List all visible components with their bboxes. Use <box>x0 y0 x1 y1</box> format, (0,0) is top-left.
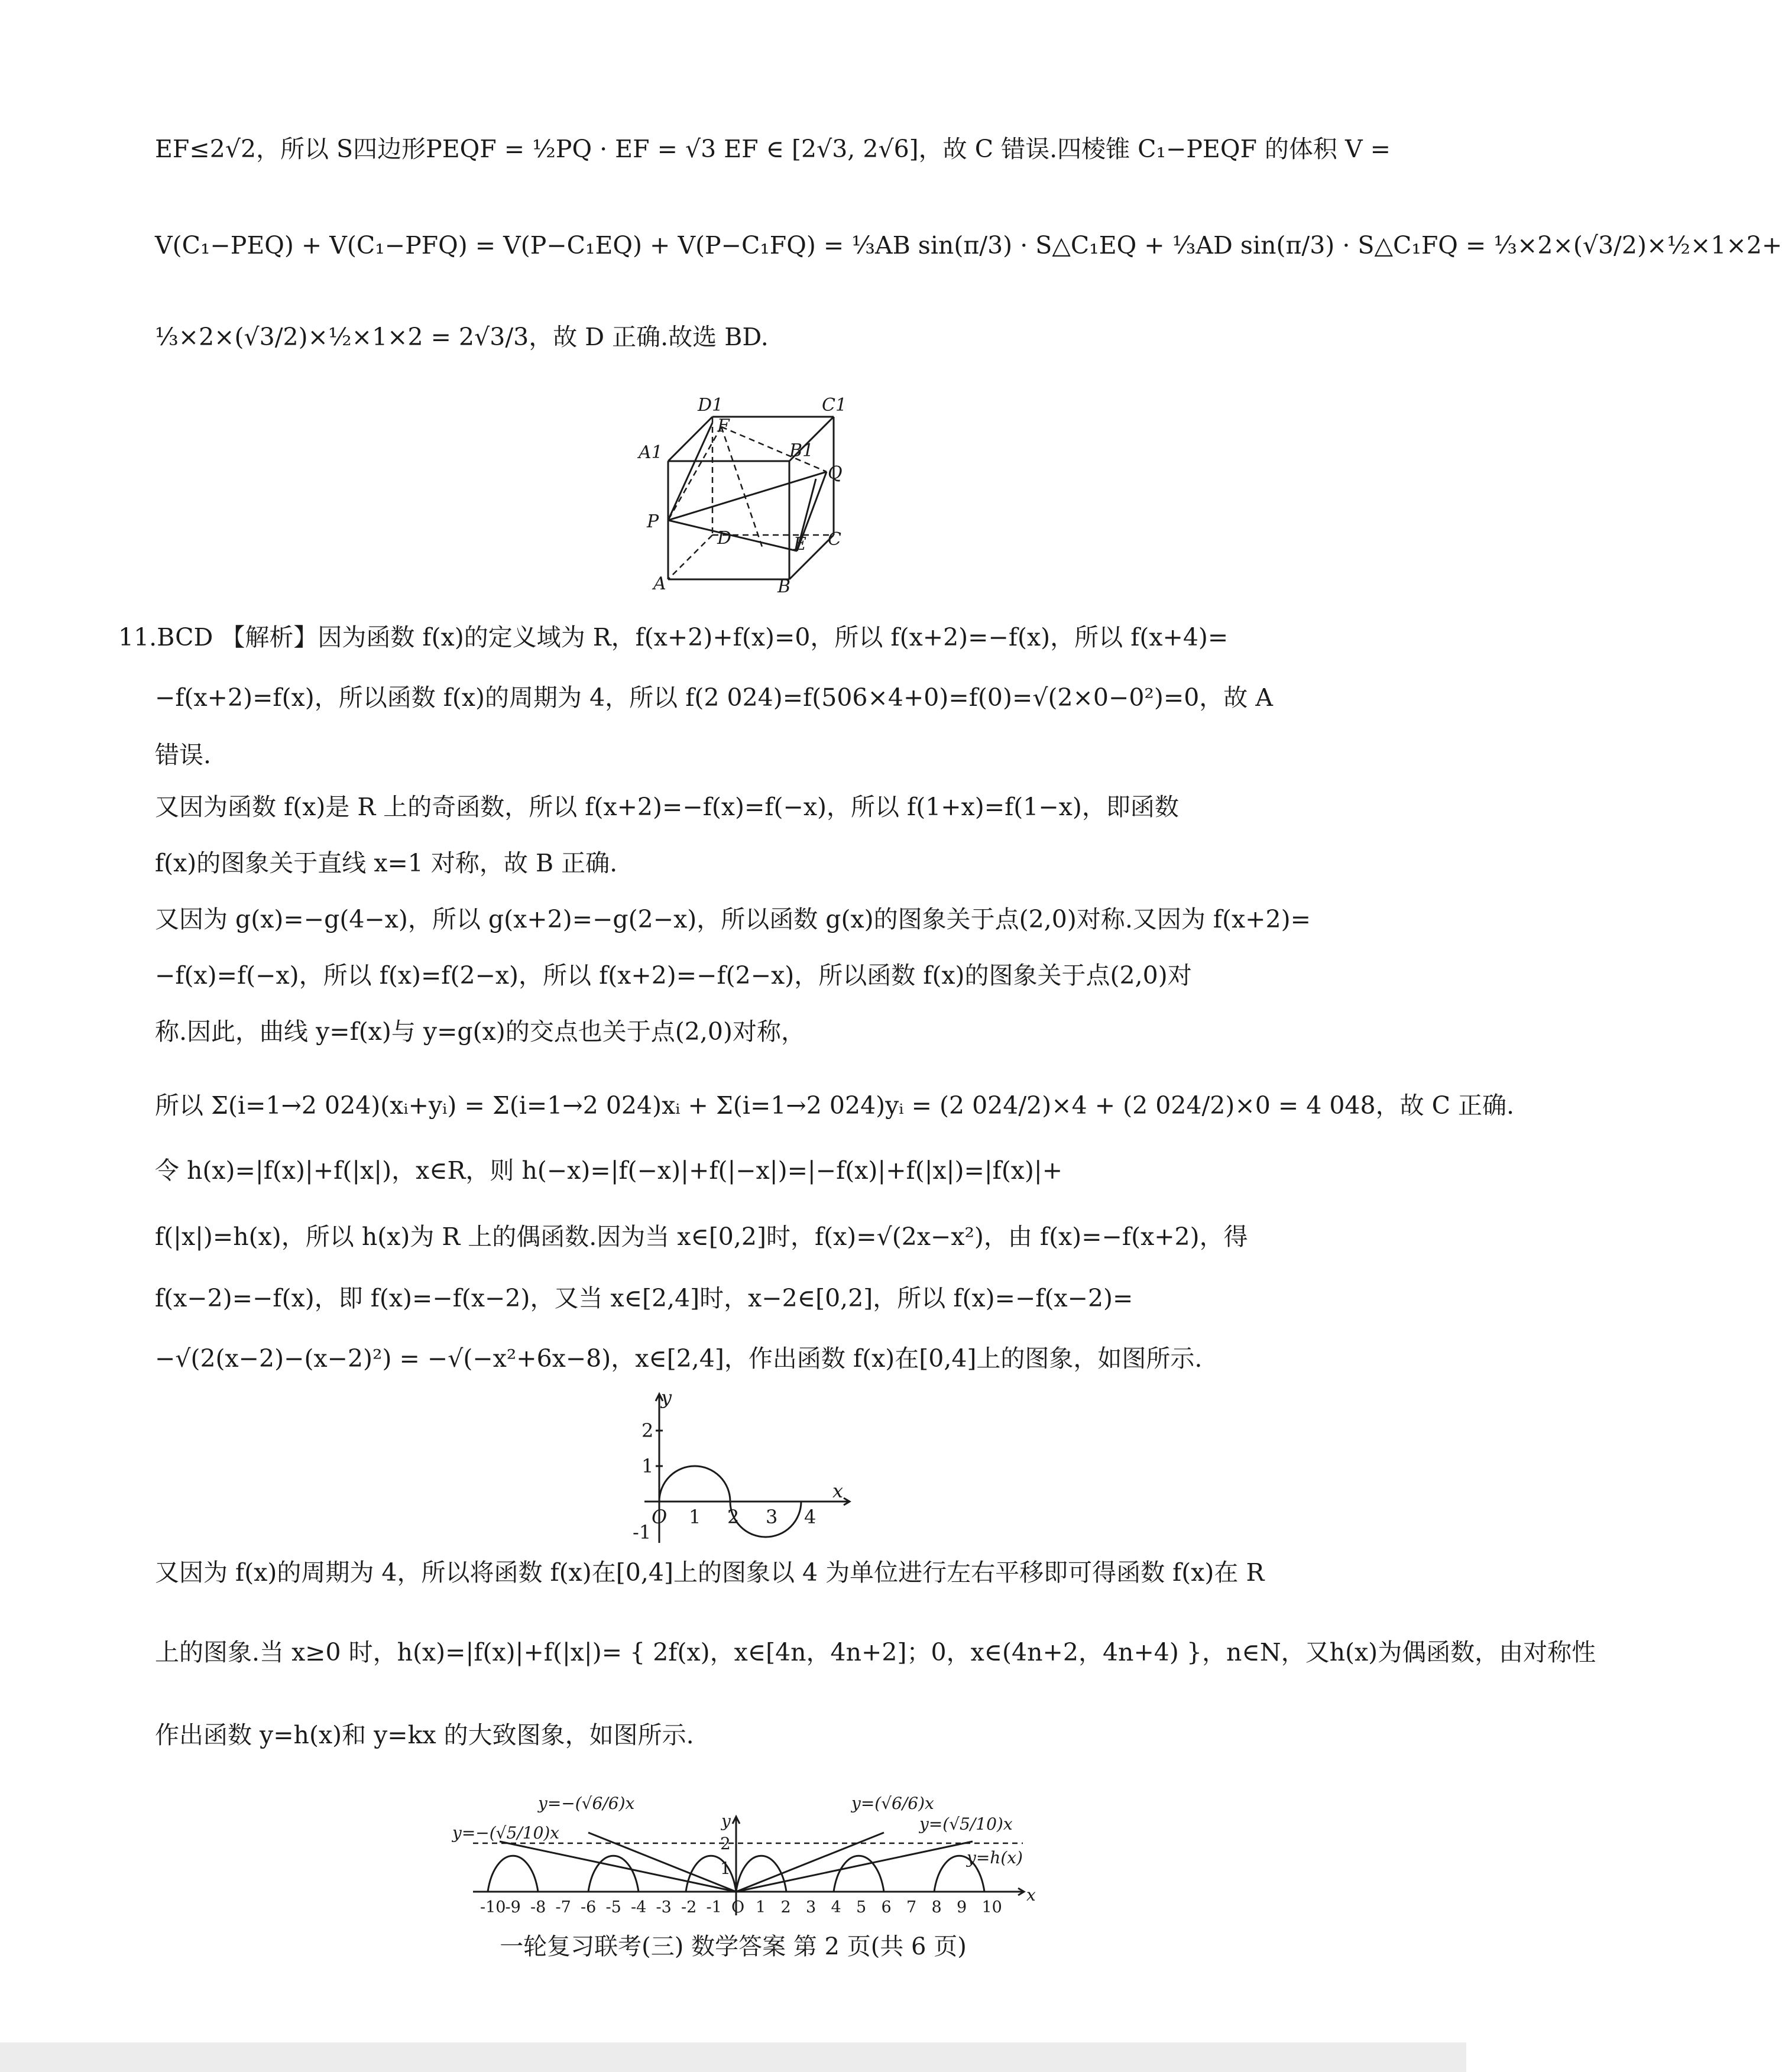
graph2-tick-neg: -7 <box>555 1898 571 1917</box>
graph2-tick-neg: -9 <box>505 1898 521 1917</box>
graph1-y-label: y <box>661 1386 672 1409</box>
text-line-4: 11.BCD 【解析】因为函数 f(x)的定义域为 R，f(x+2)+f(x)=0，所以 f(x+2)=−f(x)，所以 f(x+4)= <box>118 623 1229 651</box>
graph1-tick-x1: 1 <box>689 1506 701 1528</box>
graph2-tick-pos: 10 <box>981 1898 1002 1917</box>
text-line-15: f(x−2)=−f(x)，即 f(x)=−f(x−2)，又当 x∈[2,4]时，x−2∈[0,2]，所以 f(x)=−f(x−2)= <box>155 1284 1133 1312</box>
cube-label-q: Q <box>828 463 843 484</box>
text-line-3: ⅓×2×(√3/2)×½×1×2 = 2√3/3，故 D 正确.故选 BD. <box>155 323 769 351</box>
graph2-tick-neg: -5 <box>605 1898 621 1917</box>
graph1-tick-x4: 4 <box>804 1506 817 1528</box>
cube-label-b: B <box>777 576 791 597</box>
graph2-tick-pos: 5 <box>856 1898 867 1917</box>
graph1-tick-y-neg1: -1 <box>633 1521 652 1544</box>
graph2-x-label: x <box>1026 1885 1036 1905</box>
text-line-18: 上的图象.当 x≥0 时，h(x)=|f(x)|+f(|x|)= { 2f(x)，x∈[4n，4n+2]；0，x∈(4n+2，4n+4) }，n∈N，又h(x)为偶函数，由对称性 <box>155 1638 1596 1666</box>
graph2-tick-neg: -6 <box>581 1898 597 1917</box>
text-line-13: 令 h(x)=|f(x)|+f(|x|)，x∈R，则 h(−x)=|f(−x)|+f(|−x|)=|−f(x)|+f(|x|)=|f(x)|+ <box>155 1156 1063 1185</box>
graph2-tick-pos: 9 <box>957 1898 967 1917</box>
graph2-tick-neg: -2 <box>681 1898 697 1917</box>
bottom-scroll-bar <box>0 2042 1466 2072</box>
cube-label-p: P <box>647 511 659 532</box>
text-line-19: 作出函数 y=h(x)和 y=kx 的大致图象，如图所示. <box>155 1721 694 1749</box>
text-line-9: 又因为 g(x)=−g(4−x)，所以 g(x+2)=−g(2−x)，所以函数 g(x)的图象关于点(2,0)对称.又因为 f(x+2)= <box>155 905 1311 933</box>
cube-label-f: F <box>717 416 730 436</box>
cube-label-a1: A1 <box>639 442 663 463</box>
graph2-tick-neg: -1 <box>706 1898 722 1917</box>
graph2-label-right-inner: y=(√6/6)x <box>851 1794 934 1813</box>
cube-label-c1: C1 <box>822 395 847 416</box>
graph2-tick-pos: 8 <box>931 1898 942 1917</box>
text-line-10: −f(x)=f(−x)，所以 f(x)=f(2−x)，所以 f(x+2)=−f(2−x)，所以函数 f(x)的图象关于点(2,0)对 <box>155 961 1192 990</box>
graph2-tick-y2: 2 <box>720 1834 731 1853</box>
graph-h-and-kx <box>438 1768 1041 1924</box>
cube-label-c: C <box>828 529 841 550</box>
graph2-label-left-inner: y=−(√6/6)x <box>538 1794 635 1813</box>
graph1-x-label: x <box>832 1480 844 1502</box>
graph2-tick-neg: -8 <box>530 1898 546 1917</box>
graph2-tick-y1: 1 <box>720 1859 731 1878</box>
graph2-tick-pos: 2 <box>780 1898 791 1917</box>
graph2-tick-neg: -10 <box>480 1898 506 1917</box>
cube-label-b1: B1 <box>789 440 814 461</box>
cube-label-e: E <box>793 534 806 555</box>
graph1-tick-y2: 2 <box>641 1419 654 1442</box>
text-line-6: 错误. <box>155 741 212 769</box>
text-line-1: EF≤2√2，所以 S四边形PEQF = ½PQ · EF = √3 EF ∈ [2√3, 2√6]，故 C 错误.四棱锥 C₁−PEQF 的体积 V = <box>155 135 1391 163</box>
graph2-label-h: y=h(x) <box>967 1848 1023 1867</box>
cube-figure <box>639 390 851 600</box>
graph2-tick-pos: 7 <box>906 1898 917 1917</box>
graph2-tick-neg: O <box>731 1898 745 1917</box>
page-footer: 一轮复习联考(三) 数学答案 第 2 页(共 6 页) <box>500 1933 967 1960</box>
text-line-7: 又因为函数 f(x)是 R 上的奇函数，所以 f(x+2)=−f(x)=f(−x)，所以 f(1+x)=f(1−x)，即函数 <box>155 793 1179 821</box>
text-line-2: V(C₁−PEQ) + V(C₁−PFQ) = V(P−C₁EQ) + V(P−C₁FQ) = ⅓AB sin(π/3) · S△C₁EQ + ⅓AD sin(π/3) · S△C₁FQ = ⅓×2×(√3/2)×½×1×2+ <box>155 231 1782 260</box>
graph2-tick-neg: -4 <box>631 1898 647 1917</box>
text-line-5: −f(x+2)=f(x)，所以函数 f(x)的周期为 4，所以 f(2 024)=f(506×4+0)=f(0)=√(2×0−0²)=0，故 A <box>155 683 1273 712</box>
text-line-14: f(|x|)=h(x)，所以 h(x)为 R 上的偶函数.因为当 x∈[0,2]时，f(x)=√(2x−x²)，由 f(x)=−f(x+2)，得 <box>155 1223 1248 1251</box>
graph-f-on-0-4 <box>633 1386 857 1546</box>
text-line-8: f(x)的图象关于直线 x=1 对称，故 B 正确. <box>155 849 618 877</box>
graph2-label-left-outer: y=−(√5/10)x <box>452 1823 560 1843</box>
text-line-17: 又因为 f(x)的周期为 4，所以将函数 f(x)在[0,4]上的图象以 4 为单位进行左右平移即可得函数 f(x)在 R <box>155 1558 1265 1587</box>
graph1-origin: O <box>652 1506 668 1528</box>
text-line-11: 称.因此，曲线 y=f(x)与 y=g(x)的交点也关于点(2,0)对称， <box>155 1017 805 1046</box>
graph2-tick-pos: 6 <box>881 1898 892 1917</box>
text-line-16: −√(2(x−2)−(x−2)²) = −√(−x²+6x−8)，x∈[2,4]，作出函数 f(x)在[0,4]上的图象，如图所示. <box>155 1344 1203 1373</box>
text-line-12: 所以 Σ(i=1→2 024)(xᵢ+yᵢ) = Σ(i=1→2 024)xᵢ + Σ(i=1→2 024)yᵢ = (2 024/2)×4 + (2 024/2)×0 = 4 048，故 C 正确. <box>155 1091 1515 1120</box>
graph2-tick-pos: 1 <box>756 1898 766 1917</box>
graph1-tick-x3: 3 <box>766 1506 778 1528</box>
graph2-tick-pos: 4 <box>831 1898 841 1917</box>
graph2-tick-pos: 3 <box>806 1898 817 1917</box>
graph1-tick-y1: 1 <box>641 1455 654 1477</box>
cube-label-d1: D1 <box>698 395 724 416</box>
graph2-label-right-outer: y=(√5/10)x <box>919 1814 1013 1834</box>
graph2-tick-neg: -3 <box>656 1898 672 1917</box>
graph1-tick-x2: 2 <box>727 1506 740 1528</box>
cube-label-a: A <box>653 573 666 594</box>
graph2-y-label: y <box>721 1811 731 1831</box>
cube-label-d: D <box>717 528 732 549</box>
